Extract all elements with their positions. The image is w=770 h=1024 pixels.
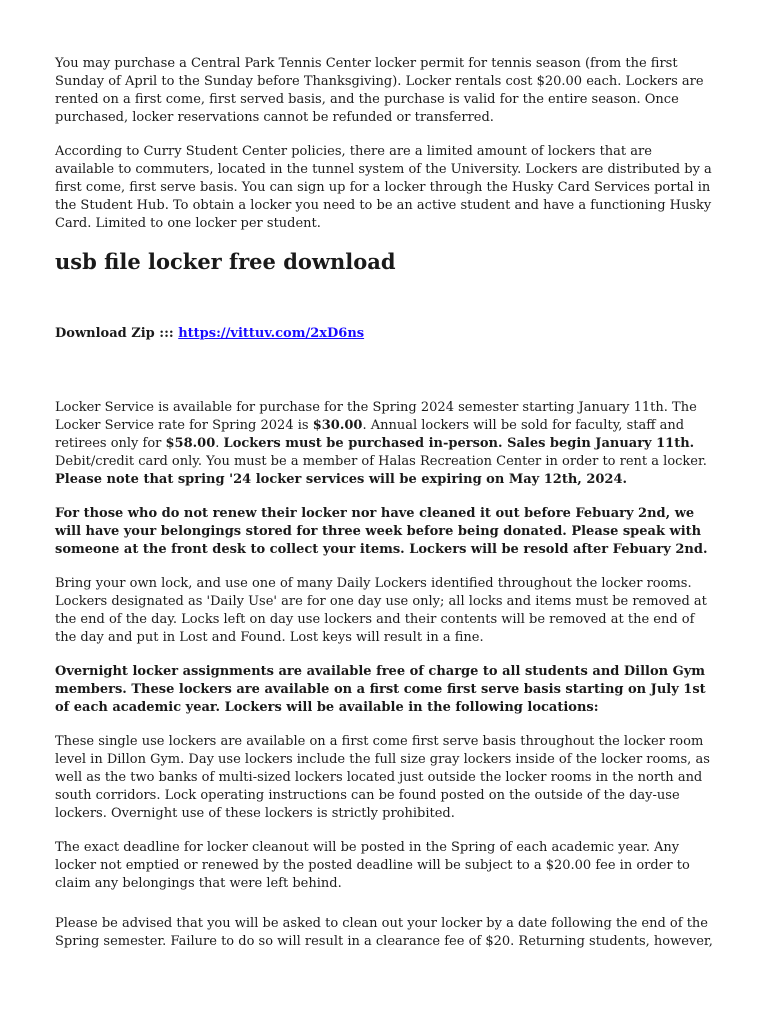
deadline-paragraph: The exact deadline for locker cleanout will be posted in the Spring of each academic year. Any locker not emptied or renewed by the posted deadline will be subject to a $20.00 fee in order to claim any belongings that were left behind. — [55, 840, 690, 891]
spring-rate: $30.00 — [312, 418, 363, 433]
single-use-paragraph: These single use lockers are available on a first come first serve basis throughout the locker room level in Dillon Gym. Day use lockers include the full size gray lockers inside of the locker rooms, as well as the two banks of multi-sized lockers located just outside the locker rooms in the north and south corridors. Lock operating instructions can be found posted on the outside of the day-use lockers. Overnight use of these lockers is strictly prohibited. — [55, 734, 710, 821]
tennis-paragraph: You may purchase a Central Park Tennis Center locker permit for tennis season (from the first Sunday of April to the Sunday before Thanksgiving). Locker rentals cost $20.00 each. Lockers are rented on a first come, first served basis, and the purchase is valid for the entire season. Once purchased, locker reservations cannot be refunded or transferred. — [55, 56, 704, 125]
in-person-notice: Lockers must be purchased in-person. Sales begin January 11th. — [223, 436, 695, 451]
download-label: Download Zip ::: — [55, 326, 174, 341]
overnight-paragraph: Overnight locker assignments are available free of charge to all students and Dillon Gym members. These lockers are available on a first come first serve basis starting on July 1st of each academic year. Lockers will be available in the following locations: — [55, 664, 706, 715]
annual-rate: $58.00 — [165, 436, 216, 451]
daily-lockers-paragraph: Bring your own lock, and use one of many Daily Lockers identified throughout the locker rooms. Lockers designated as 'Daily Use' are for one day use only; all locks and items must be removed at the end of the day. Locks left on day use lockers and their contents will be removed at the end of the day and put in Lost and Found. Lost keys will result in a fine. — [55, 576, 707, 645]
renewal-notice: For those who do not renew their locker nor have cleaned it out before Febuary 2nd, we will have your belongings stored for three week before being donated. Please speak with someone at the front desk to collect your items. Lockers will be resold after Febuary 2nd. — [55, 506, 708, 557]
locker-service-text-2: . Annual lockers will be sold for faculty, staff and retirees only for — [55, 418, 685, 451]
expiry-notice: Please note that spring '24 locker services will be expiring on May 12th, 2024. — [55, 472, 628, 487]
locker-service-text-4: Debit/credit card only. You must be a member of Halas Recreation Center in order to rent a locker. — [55, 454, 707, 469]
advisory-paragraph: Please be advised that you will be asked to clean out your locker by a date following the end of the Spring semester. Failure to do so will result in a clearance fee of $20. Returning students, however, — [55, 916, 713, 949]
spacer — [55, 343, 715, 399]
locker-service-text-1: Locker Service is available for purchase for the Spring 2024 semester starting January 11th. The Locker Service rate for Spring 2024 is — [55, 400, 697, 433]
curry-paragraph: According to Curry Student Center policies, there are a limited amount of lockers that are available to commuters, located in the tunnel system of the University. Lockers are distributed by a first come, first serve basis. You can sign up for a locker through the Husky Card Services portal in the Student Hub. To obtain a locker you need to be an active student and have a functioning Husky Card. Limited to one locker per student. — [55, 144, 712, 231]
download-link[interactable]: https://vittuv.com/2xD6ns — [178, 326, 365, 341]
download-line — [55, 325, 715, 343]
document-page — [55, 55, 715, 967]
locker-service-paragraph — [55, 399, 715, 489]
locker-service-text-3: . — [215, 436, 224, 451]
page-heading: usb file locker free download — [55, 249, 396, 274]
